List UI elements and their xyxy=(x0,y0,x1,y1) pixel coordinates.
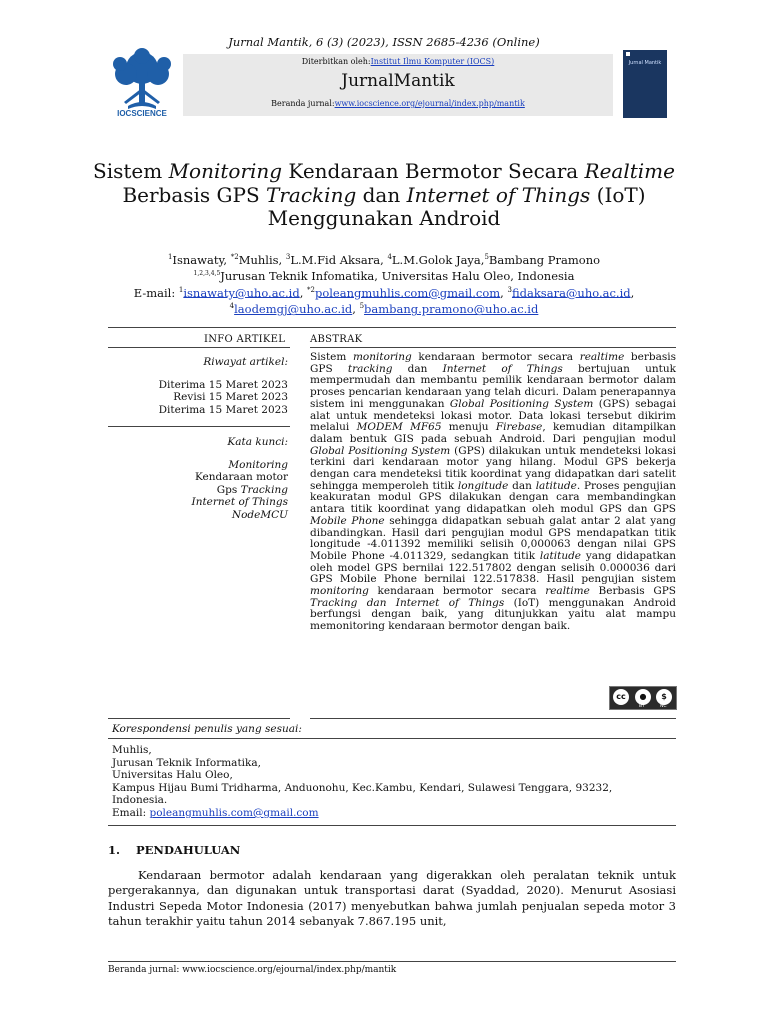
publisher-prefix: Diterbitkan oleh: xyxy=(301,57,371,66)
by-person-icon: ● xyxy=(635,689,651,705)
correspondence-email-link[interactable]: poleangmuhlis.com@gmail.com xyxy=(149,806,319,819)
divider xyxy=(108,426,290,427)
publisher-link[interactable]: Institut Ilmu Komputer (IOCS) xyxy=(370,57,495,66)
author-names: $^1$Isnawaty, $^{*2}$Muhlis, $^3$L.M.Fid Aksara, $^4$L.M.Golok Jaya,$^5$Bambang Pramono xyxy=(167,252,601,267)
paper-title: Sistem Monitoring Kendaraan Bermotor Secara Realtime Berbasis GPS Tracking dan Internet of Things (IoT) Menggunakan Android xyxy=(93,159,675,230)
journal-brand: JurnalMantik xyxy=(341,71,455,91)
homepage-prefix: Beranda jurnal: xyxy=(271,99,335,108)
homepage-link[interactable]: www.iocscience.org/ejournal/index.php/mantik xyxy=(334,99,525,108)
divider xyxy=(108,825,676,826)
logo-text: IOCSCIENCE xyxy=(117,109,167,118)
author-block: $^1$Isnawaty, $^{*2}$Muhlis, $^3$L.M.Fid Aksara, $^4$L.M.Golok Jaya,$^5$Bambang Pramono $^{1,2,3,4,5}$Jurusan Teknik Infomatika, Universitas Halu Oleo, Indonesia E-mail: $^1$isnawaty@uho.ac.id, $^{*2}$poleangmuhlis.com@gmail.com, $^3$fidaksara@uho.ac.id, $^4$laodemgj@uho.ac.id, $^5$bambang.pramono@uho.ac.id xyxy=(0,250,768,316)
email-link[interactable]: fidaksara@uho.ac.id xyxy=(511,285,631,300)
divider xyxy=(108,327,676,328)
abstract-body: Sistem monitoring kendaraan bermotor secara realtime berbasis GPS tracking dan Internet of Things bertujuan untuk mempermudah dan membantu pemilik kendaraan bermotor dalam proses pencarian kendaraan yang telah dicuri. Dalam penerapannya sistem ini menggunakan Global Positioning System (GPS) sebagai alat untuk mendeteksi lokasi motor. Data lokasi tersebut dikirim melalui MODEM MF65 menuju Firebase, kemudian ditampilkan dalam bentuk GIS pada sebuah Android. Dari pengujian modul Global Positioning System (GPS) dilakukan untuk mendeteksi lokasi terkini dari kendaraan motor yang hilang. Modul GPS bekerja dengan cara mendeteksi titik koordinat yang didapatkan dari satelit sehingga memperoleh titik longitude dan latitude. Proses pengujian keakuratan modul GPS dilakukan dengan cara membandingkan antara titik koordinat yang didapatkan oleh modul GPS dan GPS Mobile Phone sehingga didapatkan sebuah galat antar 2 alat yang dibandingkan. Hasil dari pengujian modul GPS mendapatkan titik longitude -4.011392 memiliki selisih 0,000063 dengan nilai GPS Mobile Phone -4.011329, sedangkan titik latitude yang didapatkan oleh model GPS bernilai 122.517802 dengan selisih 0.000036 dari GPS Mobile Phone bernilai 122.517838. Hasil pengujian sistem monitoring kendaraan bermotor secara realtime Berbasis GPS Tracking dan Internet of Things (IoT) menggunakan Android berfungsi dengan baik, yang ditunjukkan yaitu alat mampu memonitoring kendaraan bermotor dengan baik. xyxy=(310,351,677,633)
section-body: Kendaraan bermotor adalah kendaraan yang digerakkan oleh peralatan teknik untuk pergerakannya, dan digunakan untuk transportasi darat (Syaddad, 2020). Menurut Asosiasi Industri Sepeda Motor Indonesia (2017) menyebutkan bahwa jumlah penjualan sepeda motor 3 tahun terakhir yaitu tahun 2014 sebanyak 7.867.195 unit, xyxy=(108,868,676,928)
journal-cover-thumbnail xyxy=(623,50,667,118)
publisher-line xyxy=(183,57,613,66)
email-link[interactable]: bambang.pramono@uho.ac.id xyxy=(364,302,539,317)
keywords: Kata kunci: Monitoring Kendaraan motor Gps Tracking Internet of Things NodeMCU xyxy=(191,436,288,521)
footer-divider xyxy=(108,961,676,962)
correspondence-block: Muhlis, Jurusan Teknik Informatika, Universitas Halu Oleo, Kampus Hijau Bumi Tridharma, Anduonohu, Kec.Kambu, Kendari, Sulawesi Tenggara, 93232, Indonesia. Email: poleangmuhlis.com@gmail.com xyxy=(112,744,613,819)
info-heading: INFO ARTIKEL xyxy=(204,334,286,345)
cover-title: Jurnal Mantik xyxy=(628,60,662,66)
iocscience-logo xyxy=(108,48,176,120)
cc-icon: cc xyxy=(613,689,629,705)
journal-citation: Jurnal Mantik, 6 (3) (2023), ISSN 2685-4236 (Online) xyxy=(228,35,540,49)
author-affiliation: $^{1,2,3,4,5}$Jurusan Teknik Infomatika, Universitas Halu Oleo, Indonesia xyxy=(193,268,575,283)
cc-by-label: BY xyxy=(639,704,645,709)
divider xyxy=(108,718,290,719)
author-emails: E-mail: $^1$isnawaty@uho.ac.id, $^{*2}$poleangmuhlis.com@gmail.com, $^3$fidaksara@uho.ac.id, xyxy=(133,285,635,300)
divider xyxy=(108,738,676,739)
email-link[interactable]: laodemgj@uho.ac.id xyxy=(234,302,353,317)
email-link[interactable]: isnawaty@uho.ac.id xyxy=(183,285,300,300)
email-link[interactable]: poleangmuhlis.com@gmail.com xyxy=(314,285,501,300)
divider xyxy=(310,347,676,348)
correspondence-label: Korespondensi penulis yang sesuai: xyxy=(112,723,302,735)
cover-logo-icon xyxy=(626,52,630,56)
cc-nc-label: NC xyxy=(660,704,667,709)
section-heading: 1. PENDAHULUAN xyxy=(108,843,241,857)
nc-dollar-icon: $ xyxy=(656,689,672,705)
divider xyxy=(108,347,290,348)
homepage-line xyxy=(183,99,613,108)
footer-homepage: Beranda jurnal: www.iocscience.org/ejournal/index.php/mantik xyxy=(108,965,397,975)
article-history: Riwayat artikel: Diterima 15 Maret 2023 Revisi 15 Maret 2023 Diterima 15 Maret 2023 xyxy=(158,356,288,416)
abstract-heading: ABSTRAK xyxy=(310,334,363,345)
divider xyxy=(310,718,676,719)
cc-license-badge[interactable] xyxy=(609,686,677,710)
